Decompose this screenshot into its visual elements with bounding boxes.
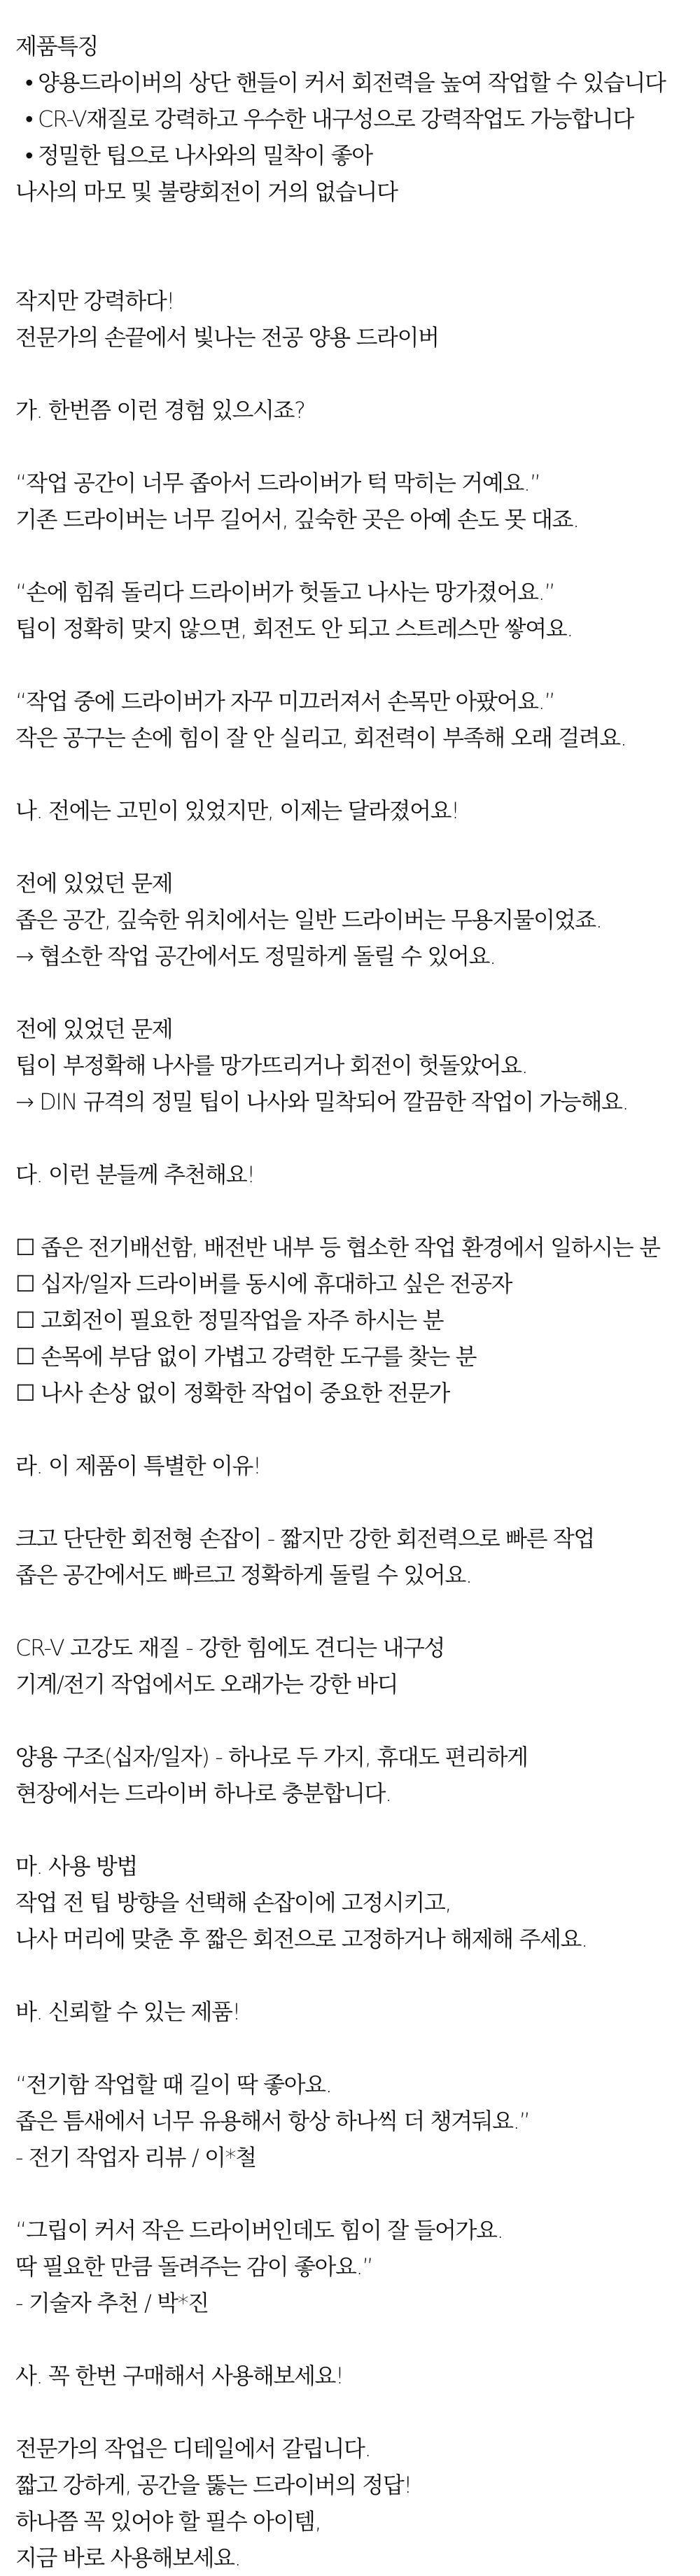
section-a-heading: 가. 한번쯤 이런 경험 있으시죠? — [15, 397, 305, 424]
problem-label: 전에 있었던 문제 — [15, 1016, 173, 1042]
review-text: 딱 필요한 만큼 돌려주는 감이 좋아요.” — [15, 2253, 373, 2280]
feature-bullet: • CR-V재질로 강력하고 우수한 내구성으로 강력작업도 가능합니다 — [15, 101, 686, 137]
closing-text: 짧고 강하게, 공간을 뚫는 드라이버의 정답! — [15, 2472, 412, 2498]
experience-quote: “손에 힘줘 돌리다 드라이버가 헛돌고 나사는 망가졌어요.” — [15, 579, 555, 606]
usage-text: 나사 머리에 맞춘 후 짧은 회전으로 고정하거나 해제해 주세요. — [15, 1926, 587, 1952]
bullet-dot-icon: • — [25, 69, 32, 96]
review-text: “전기함 작업할 때 길이 딱 좋아요. — [15, 2071, 332, 2098]
review-text: “그립이 커서 작은 드라이버인데도 힘이 잘 들어가요. — [15, 2217, 503, 2244]
reason-desc: 기계/전기 작업에서도 오래가는 강한 바디 — [15, 1671, 398, 1698]
section-d-heading: 라. 이 제품이 특별한 이유! — [15, 1452, 261, 1479]
recommend-item: ☐ 고회전이 필요한 정밀작업을 자주 하시는 분 — [15, 1307, 444, 1334]
closing-text: 전문가의 작업은 디테일에서 갈립니다. — [15, 2435, 371, 2462]
feature-bullet: • 정밀한 팁으로 나사와의 밀착이 좋아 — [15, 137, 686, 174]
intro-headline: 작지만 강력하다! — [15, 288, 174, 314]
reason-title: CR-V 고강도 재질 - 강한 힘에도 견디는 내구성 — [15, 1634, 444, 1661]
section-e-heading: 마. 사용 방법 — [15, 1853, 137, 1879]
solution-text: → DIN 규격의 정밀 팁이 나사와 밀착되어 깔끔한 작업이 가능해요. — [15, 1088, 629, 1115]
experience-quote: “작업 공간이 너무 좁아서 드라이버가 턱 막히는 거예요.” — [15, 470, 540, 496]
review-text: 좁은 틈새에서 너무 유용해서 항상 하나씩 더 챙겨둬요.” — [15, 2108, 530, 2134]
experience-quote: “작업 중에 드라이버가 자꾸 미끄러져서 손목만 아팠어요.” — [15, 688, 555, 715]
section-b-heading: 나. 전에는 고민이 있었지만, 이제는 달라졌어요! — [15, 797, 459, 824]
solution-text: → 협소한 작업 공간에서도 정밀하게 돌릴 수 있어요. — [15, 943, 496, 969]
features-heading: 제품특징 — [15, 33, 99, 59]
experience-desc: 팁이 정확히 맞지 않으면, 회전도 안 되고 스트레스만 쌓여요. — [15, 615, 573, 642]
recommend-item: ☐ 나사 손상 없이 정확한 작업이 중요한 전문가 — [15, 1380, 449, 1406]
problem-text: 좁은 공간, 깊숙한 위치에서는 일반 드라이버는 무용지물이었죠. — [15, 906, 602, 933]
recommend-item: ☐ 좁은 전기배선함, 배전반 내부 등 협소한 작업 환경에서 일하시는 분 — [15, 1234, 660, 1261]
usage-text: 작업 전 팁 방향을 선택해 손잡이에 고정시키고, — [15, 1889, 451, 1916]
section-c-heading: 다. 이런 분들께 추천해요! — [15, 1161, 255, 1188]
reason-desc: 현장에서는 드라이버 하나로 충분합니다. — [15, 1780, 391, 1807]
review-author: - 전기 작업자 리뷰 / 이*철 — [15, 2144, 256, 2171]
problem-text: 팁이 부정확해 나사를 망가뜨리거나 회전이 헛돌았어요. — [15, 1052, 528, 1079]
experience-desc: 기존 드라이버는 너무 길어서, 깊숙한 곳은 아예 손도 못 대죠. — [15, 506, 579, 533]
closing-text: 하나쯤 꼭 있어야 할 필수 아이템, — [15, 2508, 321, 2535]
intro-subline: 전문가의 손끝에서 빛나는 전공 양용 드라이버 — [15, 324, 439, 351]
experience-desc: 작은 공구는 손에 힘이 잘 안 실리고, 회전력이 부족해 오래 걸려요. — [15, 724, 626, 751]
problem-label: 전에 있었던 문제 — [15, 870, 173, 897]
section-g-heading: 사. 꼭 한번 구매해서 사용해보세요! — [15, 2362, 344, 2389]
reason-desc: 좁은 공간에서도 빠르고 정확하게 돌릴 수 있어요. — [15, 1562, 472, 1588]
section-f-heading: 바. 신뢰할 수 있는 제품! — [15, 1998, 240, 2025]
closing-text: 지금 바로 사용해보세요. — [15, 2544, 241, 2571]
features-tail: 나사의 마모 및 불량회전이 거의 없습니다 — [15, 178, 398, 205]
review-author: - 기술자 추천 / 박*진 — [15, 2290, 209, 2316]
reason-title: 양용 구조(십자/일자) - 하나로 두 가지, 휴대도 편리하게 — [15, 1744, 528, 1770]
bullet-dot-icon: • — [25, 106, 32, 132]
feature-bullet: • 양용드라이버의 상단 핸들이 커서 회전력을 높여 작업할 수 있습니다 — [15, 64, 686, 101]
reason-title: 크고 단단한 회전형 손잡이 - 짧지만 강한 회전력으로 빠른 작업 — [15, 1525, 594, 1552]
bullet-dot-icon: • — [25, 142, 32, 169]
recommend-item: ☐ 손목에 부담 없이 가볍고 강력한 도구를 찾는 분 — [15, 1343, 477, 1370]
recommend-item: ☐ 십자/일자 드라이버를 동시에 휴대하고 싶은 전공자 — [15, 1270, 512, 1297]
